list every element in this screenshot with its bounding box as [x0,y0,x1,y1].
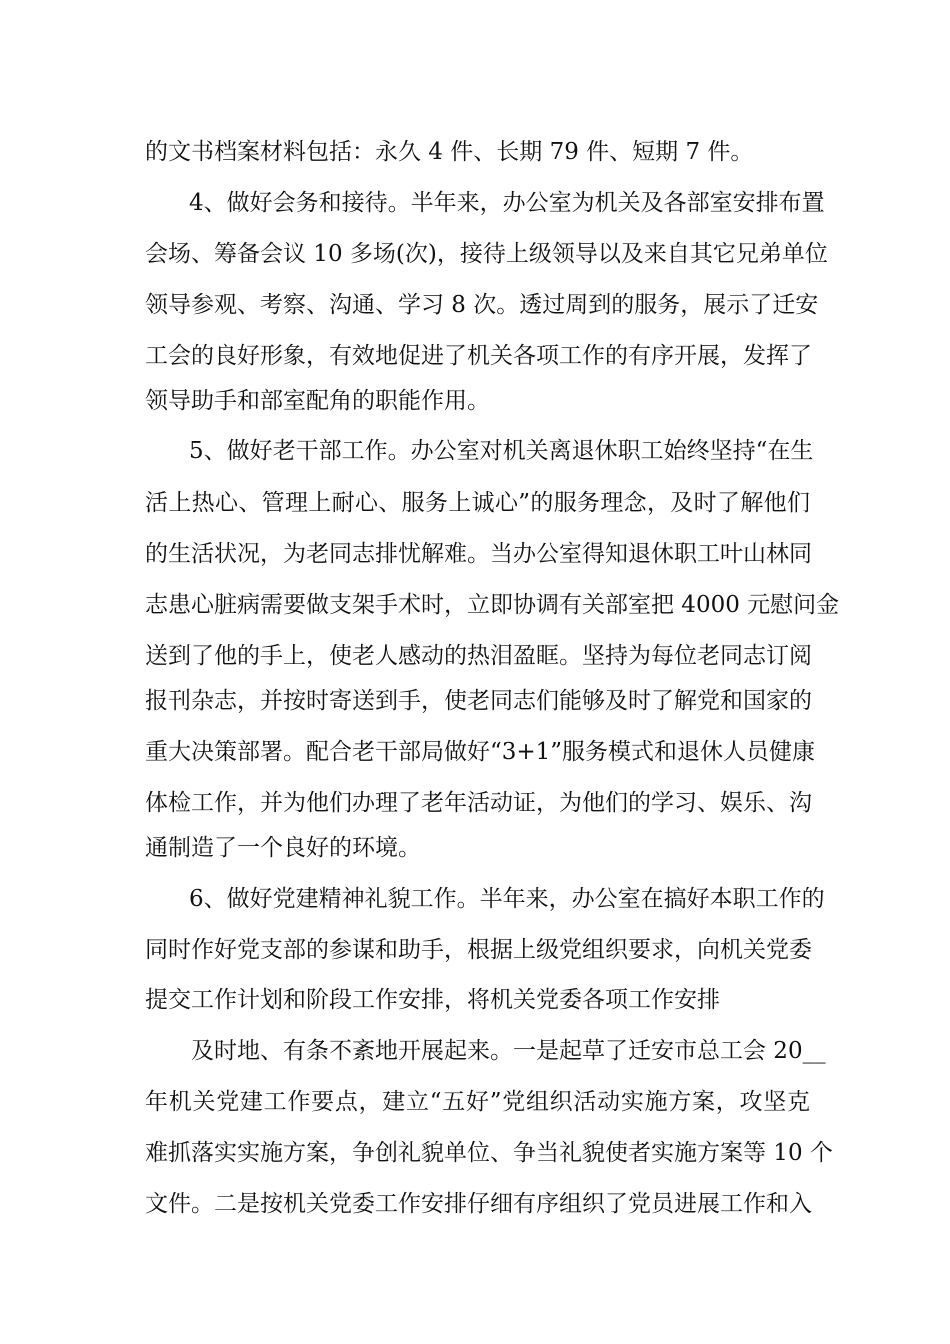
paragraph-line: 文件。二是按机关党委工作安排仔细有序组织了党员进展工作和入 [145,1191,812,1217]
paragraph-line: 难抓落实实施方案，争创礼貌单位、争当礼貌使者实施方案等 10 个 [145,1140,833,1166]
paragraph-line: 领导参观、考察、沟通、学习 8 次。透过周到的服务，展示了迁安 [145,292,819,318]
paragraph-line: 领导助手和部室配角的职能作用。 [145,388,490,414]
paragraph-line: 的生活状况，为老同志排忧解难。当办公室得知退休职工叶山林同 [145,541,812,567]
paragraph-line: 工会的良好形象，有效地促进了机关各项工作的有序开展，发挥了 [145,343,812,369]
paragraph-line: 的文书档案材料包括：永久 4 件、长期 79 件、短期 7 件。 [145,139,754,165]
paragraph-line: 通制造了一个良好的环境。 [145,835,421,861]
paragraph-line: 送到了他的手上，使老人感动的热泪盈眶。坚持为每位老同志订阅 [145,643,812,669]
paragraph-line: 4、做好会务和接待。半年来，办公室为机关及各部室安排布置 [189,190,825,216]
paragraph-line: 提交工作计划和阶段工作安排，将机关党委各项工作安排 [145,987,720,1013]
paragraph-line: 6、做好党建精神礼貌工作。半年来，办公室在搞好本职工作的 [189,886,825,912]
paragraph-line: 会场、筹备会议 10 多场(次)，接待上级领导以及来自其它兄弟单位 [145,241,828,267]
paragraph-line: 报刊杂志，并按时寄送到手，使老同志们能够及时了解党和国家的 [145,688,812,714]
paragraph-line: 5、做好老干部工作。办公室对机关离退休职工始终坚持“在生 [189,438,814,464]
paragraph-line: 志患心脏病需要做支架手术时，立即协调有关部室把 4000 元慰问金 [145,592,840,618]
paragraph-line: 活上热心、管理上耐心、服务上诚心”的服务理念，及时了解他们 [145,490,810,516]
paragraph-line: 同时作好党支部的参谋和助手，根据上级党组织要求，向机关党委 [145,937,812,963]
paragraph-line: 年机关党建工作要点，建立“五好”党组织活动实施方案，攻坚克 [145,1089,810,1115]
paragraph-line: 重大决策部署。配合老干部局做好“3+1”服务模式和退休人员健康 [145,739,816,765]
paragraph-line: 体检工作，并为他们办理了老年活动证，为他们的学习、娱乐、沟 [145,790,812,816]
paragraph-line: 及时地、有条不紊地开展起来。一是起草了迁安市总工会 20__ [191,1038,826,1064]
